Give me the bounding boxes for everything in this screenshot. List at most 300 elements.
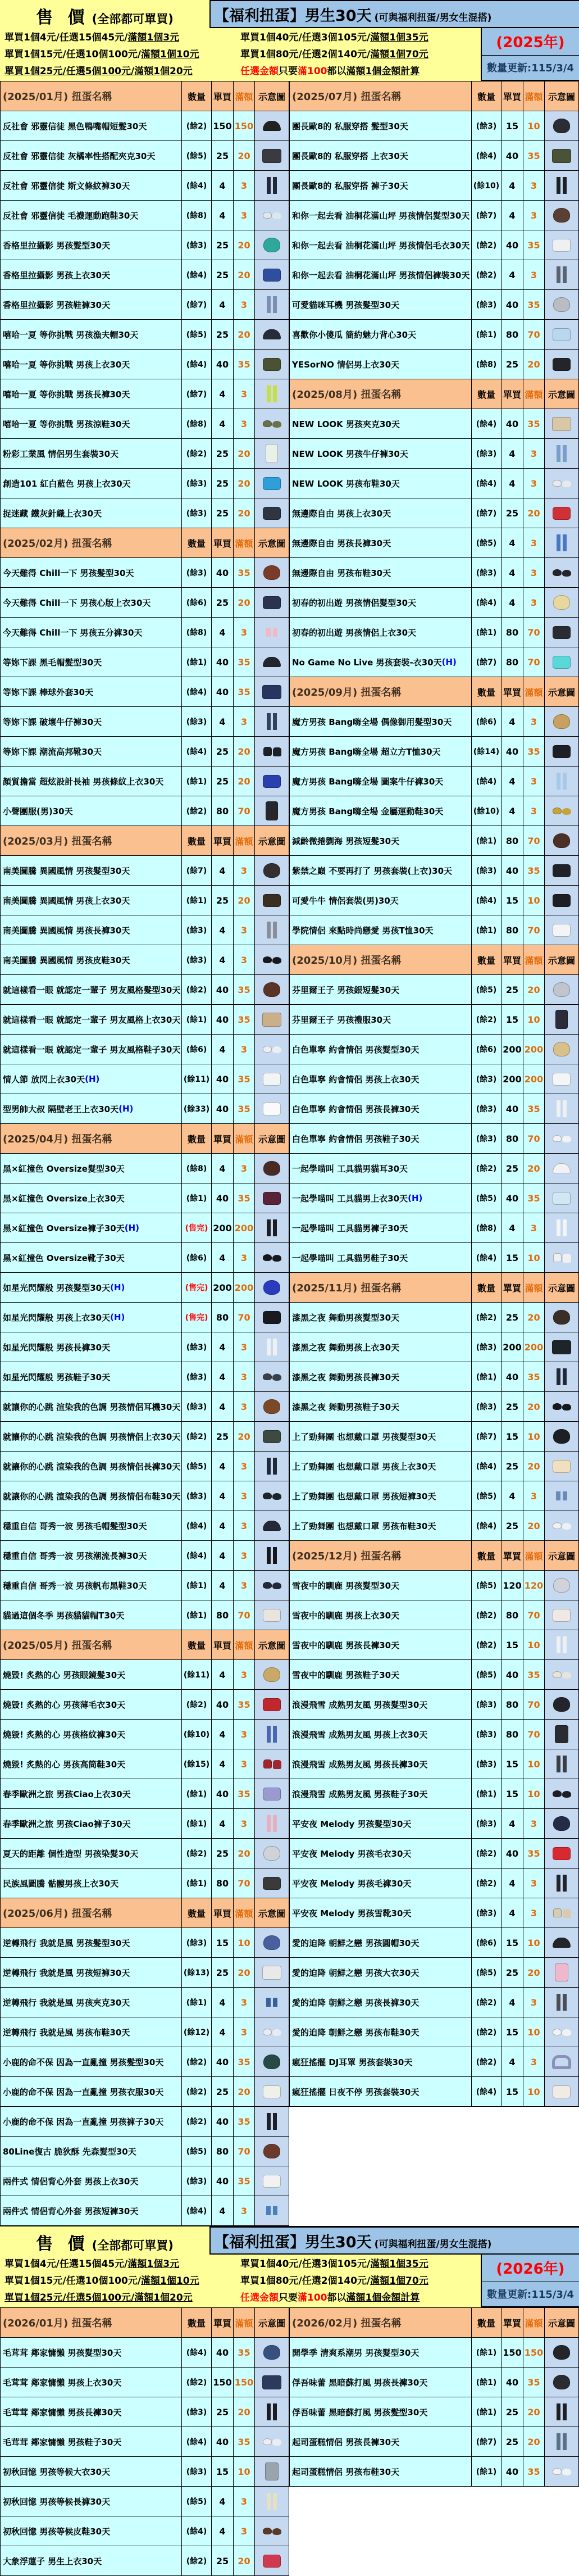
- item-row[interactable]: [1, 1213, 289, 1243]
- item-name: 反社會 邪靈信徒 黑色鴨嘴帽短髮30天: [1, 111, 182, 140]
- item-quantity: (餘4): [182, 171, 212, 200]
- item-row[interactable]: [1, 1064, 289, 1094]
- item-row[interactable]: [290, 1064, 579, 1094]
- item-row[interactable]: [290, 409, 579, 439]
- item-image-cell: [545, 2368, 579, 2397]
- hair-icon: [263, 1667, 280, 1682]
- item-row[interactable]: [1, 1928, 289, 1958]
- item-name: 小鹿的命不保 因為一直亂撞 男孩褲子30天: [1, 2107, 182, 2136]
- item-row[interactable]: [1, 1839, 289, 1868]
- section-header-row[interactable]: [290, 2308, 579, 2338]
- item-price-single: 4: [502, 260, 523, 289]
- item-price-single: 25: [212, 320, 234, 349]
- item-name: 毛茸茸 鄰家慵懶 男孩長褲30天: [1, 2397, 182, 2427]
- item-row[interactable]: [1, 886, 289, 915]
- col-header-qty: 數量: [472, 1273, 502, 1302]
- table-2025-left: [0, 81, 289, 2226]
- item-row[interactable]: [290, 1452, 579, 1481]
- section-header-row[interactable]: [1, 1898, 289, 1928]
- item-price-full: 3: [523, 1809, 545, 1838]
- item-price-single: 4: [502, 767, 523, 796]
- item-row[interactable]: [1, 1958, 289, 1988]
- item-row[interactable]: [1, 767, 289, 796]
- item-quantity: (餘3): [472, 439, 502, 468]
- item-row[interactable]: [290, 767, 579, 796]
- item-quantity: (餘13): [182, 1958, 212, 1987]
- item-price-full: 70: [523, 618, 545, 647]
- item-row[interactable]: [1, 2017, 289, 2047]
- item-row[interactable]: [1, 2196, 289, 2226]
- item-image-cell: [545, 1035, 579, 1064]
- item-image-cell: [255, 618, 289, 647]
- item-row[interactable]: [290, 1958, 579, 1988]
- item-price-full: 35: [234, 1690, 255, 1719]
- item-image-cell: [255, 707, 289, 736]
- item-price-full: 35: [234, 2047, 255, 2076]
- item-row[interactable]: [290, 2368, 579, 2397]
- item-row[interactable]: [1, 409, 289, 439]
- item-row[interactable]: [1, 171, 289, 201]
- item-row[interactable]: [290, 2338, 579, 2368]
- item-row[interactable]: [1, 2137, 289, 2166]
- item-name: 平安夜 Melody 男孩毛衣30天: [290, 1839, 472, 1868]
- item-image-cell: [255, 1273, 289, 1302]
- item-quantity: (餘4): [182, 2338, 212, 2367]
- item-price-single: 4: [212, 1452, 234, 1481]
- item-row[interactable]: [1, 260, 289, 290]
- item-name: 上了勁舞團 也想戴口罩 男孩布鞋30天: [290, 1511, 472, 1540]
- item-row[interactable]: [1, 1481, 289, 1511]
- item-price-full: 20: [234, 1958, 255, 1987]
- pants-icon: [267, 1815, 277, 1832]
- section-header-row[interactable]: [1, 1124, 289, 1154]
- item-row[interactable]: [1, 1273, 289, 1303]
- top-icon: [263, 1788, 281, 1801]
- item-row[interactable]: [290, 1898, 579, 1928]
- item-row[interactable]: [290, 796, 579, 826]
- item-row[interactable]: [290, 201, 579, 230]
- item-name: 可愛牛牛 情侶套裝(男)30天: [290, 886, 472, 915]
- item-price-single: 4: [212, 1035, 234, 1064]
- col-header-full: 滿額: [234, 826, 255, 855]
- set-icon: [266, 801, 278, 820]
- item-row[interactable]: [1, 2047, 289, 2077]
- item-row[interactable]: [290, 1183, 579, 1213]
- item-price-single: 40: [212, 1690, 234, 1719]
- item-row[interactable]: [290, 1303, 579, 1332]
- item-row[interactable]: [290, 1035, 579, 1064]
- item-quantity: (餘8): [472, 350, 502, 379]
- item-image-cell: [545, 767, 579, 796]
- item-image-cell: [255, 588, 289, 617]
- item-price-single: 4: [212, 1362, 234, 1391]
- item-image-cell: [255, 886, 289, 915]
- item-row[interactable]: [290, 856, 579, 886]
- item-row[interactable]: [290, 2017, 579, 2047]
- section-header-row[interactable]: [290, 1273, 579, 1303]
- item-price-full: 20: [234, 1422, 255, 1451]
- item-quantity: (餘3): [182, 1332, 212, 1362]
- item-row[interactable]: [1, 498, 289, 528]
- item-row[interactable]: [1, 1868, 289, 1898]
- hair-icon: [263, 2144, 280, 2158]
- item-row[interactable]: [1, 379, 289, 409]
- item-row[interactable]: [290, 528, 579, 558]
- item-row[interactable]: [290, 1988, 579, 2017]
- item-row[interactable]: [290, 1690, 579, 1720]
- hat-icon: [553, 1163, 571, 1173]
- item-row[interactable]: [290, 1511, 579, 1541]
- item-row[interactable]: [1, 1571, 289, 1600]
- col-header-img: 示意圖: [545, 677, 579, 706]
- col-header-img: 示意圖: [545, 945, 579, 974]
- item-row[interactable]: [290, 1243, 579, 1273]
- item-price-single: 4: [212, 2196, 234, 2225]
- item-row[interactable]: [290, 1094, 579, 1124]
- price-line: 任選金額只要滿100都以滿額1個金額計算: [240, 2292, 420, 2303]
- item-row[interactable]: [1, 2077, 289, 2107]
- item-row[interactable]: [290, 2397, 579, 2427]
- item-row[interactable]: [290, 498, 579, 528]
- item-row[interactable]: [290, 439, 579, 469]
- item-price-single: 150: [212, 111, 234, 140]
- item-row[interactable]: [290, 1571, 579, 1600]
- shoes-icon: [263, 2029, 272, 2035]
- item-row[interactable]: [290, 260, 579, 290]
- item-row[interactable]: [290, 618, 579, 647]
- item-row[interactable]: [290, 737, 579, 767]
- item-row[interactable]: [290, 1124, 579, 1154]
- item-row[interactable]: [290, 1749, 579, 1779]
- item-row[interactable]: [1, 677, 289, 707]
- price-line: 單買1個40元/任選3個105元/滿額1個35元: [240, 32, 428, 43]
- item-row[interactable]: [290, 141, 579, 171]
- item-row[interactable]: [290, 886, 579, 915]
- item-price-single: 4: [212, 856, 234, 885]
- item-row[interactable]: [290, 1481, 579, 1511]
- item-price-full: 35: [234, 2166, 255, 2196]
- item-row[interactable]: [1, 1988, 289, 2017]
- item-image-cell: [255, 201, 289, 230]
- item-name: 春季歐洲之旅 男孩Ciao褲子30天: [1, 1809, 182, 1838]
- item-row[interactable]: [1, 439, 289, 469]
- item-row[interactable]: [290, 1005, 579, 1035]
- item-price-single: 80: [502, 618, 523, 647]
- item-quantity: (餘1): [182, 886, 212, 915]
- top-icon: [553, 1192, 571, 1205]
- item-name: 穩重自信 哥秀一波 男孩毛帽髮型30天: [1, 1511, 182, 1540]
- item-image-cell: [545, 2338, 579, 2367]
- item-row[interactable]: [290, 1630, 579, 1660]
- item-row[interactable]: [290, 647, 579, 677]
- item-quantity: (餘5): [472, 1571, 502, 1600]
- item-row[interactable]: [290, 111, 579, 141]
- item-image-cell: [255, 1690, 289, 1719]
- item-name: 等妳下課 潮流高邦靴30天: [1, 737, 182, 766]
- item-row[interactable]: [290, 230, 579, 260]
- item-price-full: 3: [234, 856, 255, 885]
- item-row[interactable]: [290, 1422, 579, 1452]
- item-row[interactable]: [290, 1362, 579, 1392]
- item-row[interactable]: [290, 1779, 579, 1809]
- item-row[interactable]: [290, 290, 579, 320]
- item-name: 毛茸茸 鄰家慵懶 男孩鞋子30天: [1, 2427, 182, 2456]
- item-row[interactable]: [1, 1332, 289, 1362]
- item-row[interactable]: [1, 975, 289, 1005]
- item-quantity: (餘3): [182, 230, 212, 260]
- hair-icon: [553, 595, 570, 610]
- item-quantity: (餘3): [472, 1898, 502, 1928]
- item-name: 漆黑之夜 舞動男孩鞋子30天: [290, 1392, 472, 1421]
- item-name: 白色單寧 約會情侶 男孩長褲30天: [290, 1094, 472, 1123]
- item-row[interactable]: [290, 1332, 579, 1362]
- item-row[interactable]: [290, 171, 579, 201]
- item-row[interactable]: [1, 796, 289, 826]
- section-month-label: (2025/05月) 扭蛋名稱: [1, 1630, 182, 1659]
- item-name: 就這樣看一眼 就認定一輩子 男友風格髮型30天: [1, 975, 182, 1004]
- section-header-row[interactable]: [1, 2308, 289, 2338]
- hair-icon: [553, 1697, 570, 1712]
- col-header-qty: 數量: [182, 2308, 212, 2337]
- item-name: 漆黑之夜 舞動男孩上衣30天: [290, 1332, 472, 1362]
- item-row[interactable]: [1, 290, 289, 320]
- item-image-cell: [255, 2516, 289, 2546]
- item-row[interactable]: [290, 1213, 579, 1243]
- item-price-single: 25: [212, 1422, 234, 1451]
- item-row[interactable]: [1, 1303, 289, 1332]
- item-price-full: 70: [523, 320, 545, 349]
- col-header-full: 滿額: [234, 2308, 255, 2337]
- item-row[interactable]: [1, 945, 289, 975]
- item-row[interactable]: [1, 2487, 289, 2516]
- item-price-single: 4: [212, 1809, 234, 1838]
- item-row[interactable]: [290, 1392, 579, 1422]
- item-row[interactable]: [290, 1600, 579, 1630]
- section-header-row[interactable]: [290, 81, 579, 111]
- item-price-full: 35: [234, 647, 255, 677]
- item-image-cell: [255, 498, 289, 528]
- item-row[interactable]: [290, 350, 579, 379]
- item-price-single: 80: [212, 1600, 234, 1630]
- pants-icon: [557, 1756, 567, 1772]
- col-header-buy: 單買: [212, 528, 234, 557]
- pants-icon: [267, 1458, 277, 1475]
- item-row[interactable]: [1, 2516, 289, 2546]
- item-price-full: 20: [234, 469, 255, 498]
- item-price-single: 15: [502, 111, 523, 140]
- item-quantity: (餘6): [182, 1243, 212, 1272]
- item-row[interactable]: [1, 2427, 289, 2457]
- item-price-single: 40: [212, 2427, 234, 2456]
- item-row[interactable]: [1, 2166, 289, 2196]
- item-quantity: (餘1): [472, 2368, 502, 2397]
- item-row[interactable]: [1, 2546, 289, 2576]
- item-row[interactable]: [1, 588, 289, 618]
- item-price-full: 70: [523, 1690, 545, 1719]
- item-row[interactable]: [290, 469, 579, 498]
- item-row[interactable]: [290, 2077, 579, 2107]
- item-row[interactable]: [290, 2047, 579, 2077]
- item-price-full: 3: [523, 528, 545, 557]
- item-price-single: 80: [502, 1690, 523, 1719]
- section-header-row[interactable]: [1, 528, 289, 558]
- section-header-row[interactable]: [290, 945, 579, 975]
- item-quantity: (餘6): [472, 1035, 502, 1064]
- item-row[interactable]: [290, 915, 579, 945]
- item-row[interactable]: [1, 1749, 289, 1779]
- section-header-row[interactable]: [1, 826, 289, 856]
- item-row[interactable]: [290, 1154, 579, 1183]
- section-header-row[interactable]: [290, 379, 579, 409]
- item-quantity: (餘4): [182, 2196, 212, 2225]
- item-row[interactable]: [1, 320, 289, 350]
- item-price-full: 10: [523, 2077, 545, 2106]
- item-name: 無邊際自由 男孩上衣30天: [290, 498, 472, 528]
- item-price-single: 80: [502, 826, 523, 855]
- item-image-cell: [545, 439, 579, 468]
- shoes-icon: [263, 2528, 272, 2534]
- item-quantity: (售完): [182, 1273, 212, 1302]
- item-price-full: 3: [234, 915, 255, 945]
- item-image-cell: [545, 558, 579, 587]
- item-row[interactable]: [290, 1868, 579, 1898]
- item-image-cell: [255, 1481, 289, 1511]
- item-row[interactable]: [290, 975, 579, 1005]
- item-image-cell: [545, 1958, 579, 1987]
- item-row[interactable]: [1, 1392, 289, 1422]
- item-row[interactable]: [1, 230, 289, 260]
- item-name: 和你一起去看 油桐花滿山坪 男孩情侶髮型30天: [290, 201, 472, 230]
- item-row[interactable]: [290, 320, 579, 350]
- item-row[interactable]: [1, 707, 289, 737]
- item-image-cell: [545, 2427, 579, 2456]
- item-row[interactable]: [1, 2107, 289, 2137]
- item-price-full: 3: [234, 2017, 255, 2047]
- section-header-row[interactable]: [1, 81, 289, 111]
- section-header-row[interactable]: [1, 1630, 289, 1660]
- item-image-cell: [255, 2047, 289, 2076]
- item-row[interactable]: [1, 1452, 289, 1481]
- item-row[interactable]: [290, 1660, 579, 1690]
- item-row[interactable]: [1, 2457, 289, 2487]
- item-image-cell: [545, 826, 579, 855]
- item-row[interactable]: [1, 1094, 289, 1124]
- item-row[interactable]: [1, 1600, 289, 1630]
- item-row[interactable]: [1, 1779, 289, 1809]
- item-image-cell: [255, 2196, 289, 2225]
- item-row[interactable]: [1, 1511, 289, 1541]
- item-quantity: (餘4): [472, 886, 502, 915]
- item-row[interactable]: [290, 558, 579, 588]
- item-name: 雪夜中的馴鹿 男孩鞋子30天: [290, 1660, 472, 1689]
- item-price-single: 25: [212, 439, 234, 468]
- item-row[interactable]: [1, 141, 289, 171]
- item-image-cell: [545, 409, 579, 438]
- item-price-single: 15: [502, 2017, 523, 2047]
- item-row[interactable]: [290, 1839, 579, 1868]
- item-row[interactable]: [1, 2368, 289, 2397]
- item-price-single: 25: [212, 2546, 234, 2575]
- item-image-cell: [255, 737, 289, 766]
- item-quantity: (餘2): [472, 1839, 502, 1868]
- shoes-icon: [553, 1671, 562, 1678]
- item-row[interactable]: [1, 1035, 289, 1064]
- section-header-row[interactable]: [290, 677, 579, 707]
- item-price-single: 25: [502, 1303, 523, 1332]
- item-row[interactable]: [1, 1243, 289, 1273]
- shoes-icon: [263, 1582, 272, 1589]
- item-image-cell: [255, 1958, 289, 1987]
- item-row[interactable]: [290, 826, 579, 856]
- item-row[interactable]: [1, 1362, 289, 1392]
- item-row[interactable]: [1, 618, 289, 647]
- item-price-full: 3: [234, 1481, 255, 1511]
- item-row[interactable]: [1, 2338, 289, 2368]
- item-row[interactable]: [1, 737, 289, 767]
- pants-icon: [267, 1219, 277, 1236]
- item-row[interactable]: [1, 1005, 289, 1035]
- item-price-single: 40: [212, 1005, 234, 1034]
- item-name: 魔方男孩 Bang嗨全場 金屬運動鞋30天: [290, 796, 472, 826]
- item-row[interactable]: [1, 856, 289, 886]
- col-header-buy: 單買: [502, 2308, 523, 2337]
- item-image-cell: [255, 1928, 289, 1957]
- item-row[interactable]: [1, 1660, 289, 1690]
- item-name: 南美圖騰 異國風情 男孩髮型30天: [1, 856, 182, 885]
- item-row[interactable]: [1, 1720, 289, 1749]
- item-row[interactable]: [1, 558, 289, 588]
- shoes-icon: [553, 480, 562, 487]
- item-image-cell: [545, 2397, 579, 2427]
- item-row[interactable]: [290, 1720, 579, 1749]
- h-mark: (H): [124, 1223, 140, 1233]
- price-line: 單買1個15元/任選10個100元/滿額1個10元: [4, 2275, 199, 2287]
- item-row[interactable]: [1, 201, 289, 230]
- item-row[interactable]: [290, 707, 579, 737]
- item-row[interactable]: [1, 1809, 289, 1839]
- item-quantity: (餘1): [472, 2338, 502, 2367]
- top-icon: [553, 1460, 571, 1473]
- item-image-cell: [255, 647, 289, 677]
- item-row[interactable]: [1, 647, 289, 677]
- item-row[interactable]: [1, 915, 289, 945]
- item-name: 愛的迫降 朝鮮之戀 男孩布鞋30天: [290, 2017, 472, 2047]
- item-name: 學院情侶 來點時尚戀愛 男孩T恤30天: [290, 915, 472, 945]
- item-row[interactable]: [1, 1422, 289, 1452]
- item-row[interactable]: [290, 2427, 579, 2457]
- item-row[interactable]: [290, 1928, 579, 1958]
- section-header-row[interactable]: [290, 1541, 579, 1571]
- item-row[interactable]: [1, 2397, 289, 2427]
- item-image-cell: [255, 1988, 289, 2017]
- item-row[interactable]: [290, 2457, 579, 2487]
- item-row[interactable]: [1, 1541, 289, 1571]
- item-image-cell: [545, 1690, 579, 1719]
- item-row[interactable]: [290, 588, 579, 618]
- item-row[interactable]: [1, 350, 289, 379]
- item-name: 逆轉飛行 我就是風 男孩夾克30天: [1, 1988, 182, 2017]
- item-row[interactable]: [1, 469, 289, 498]
- item-price-single: 40: [502, 290, 523, 319]
- item-price-full: 20: [234, 1839, 255, 1868]
- item-name: 初秋回憶 男孩等候皮鞋30天: [1, 2516, 182, 2546]
- item-row[interactable]: [1, 1183, 289, 1213]
- item-row[interactable]: [1, 1154, 289, 1183]
- item-row[interactable]: [290, 1809, 579, 1839]
- col-header-full: 滿額: [234, 1898, 255, 1928]
- item-row[interactable]: [1, 1690, 289, 1720]
- item-row[interactable]: [1, 111, 289, 141]
